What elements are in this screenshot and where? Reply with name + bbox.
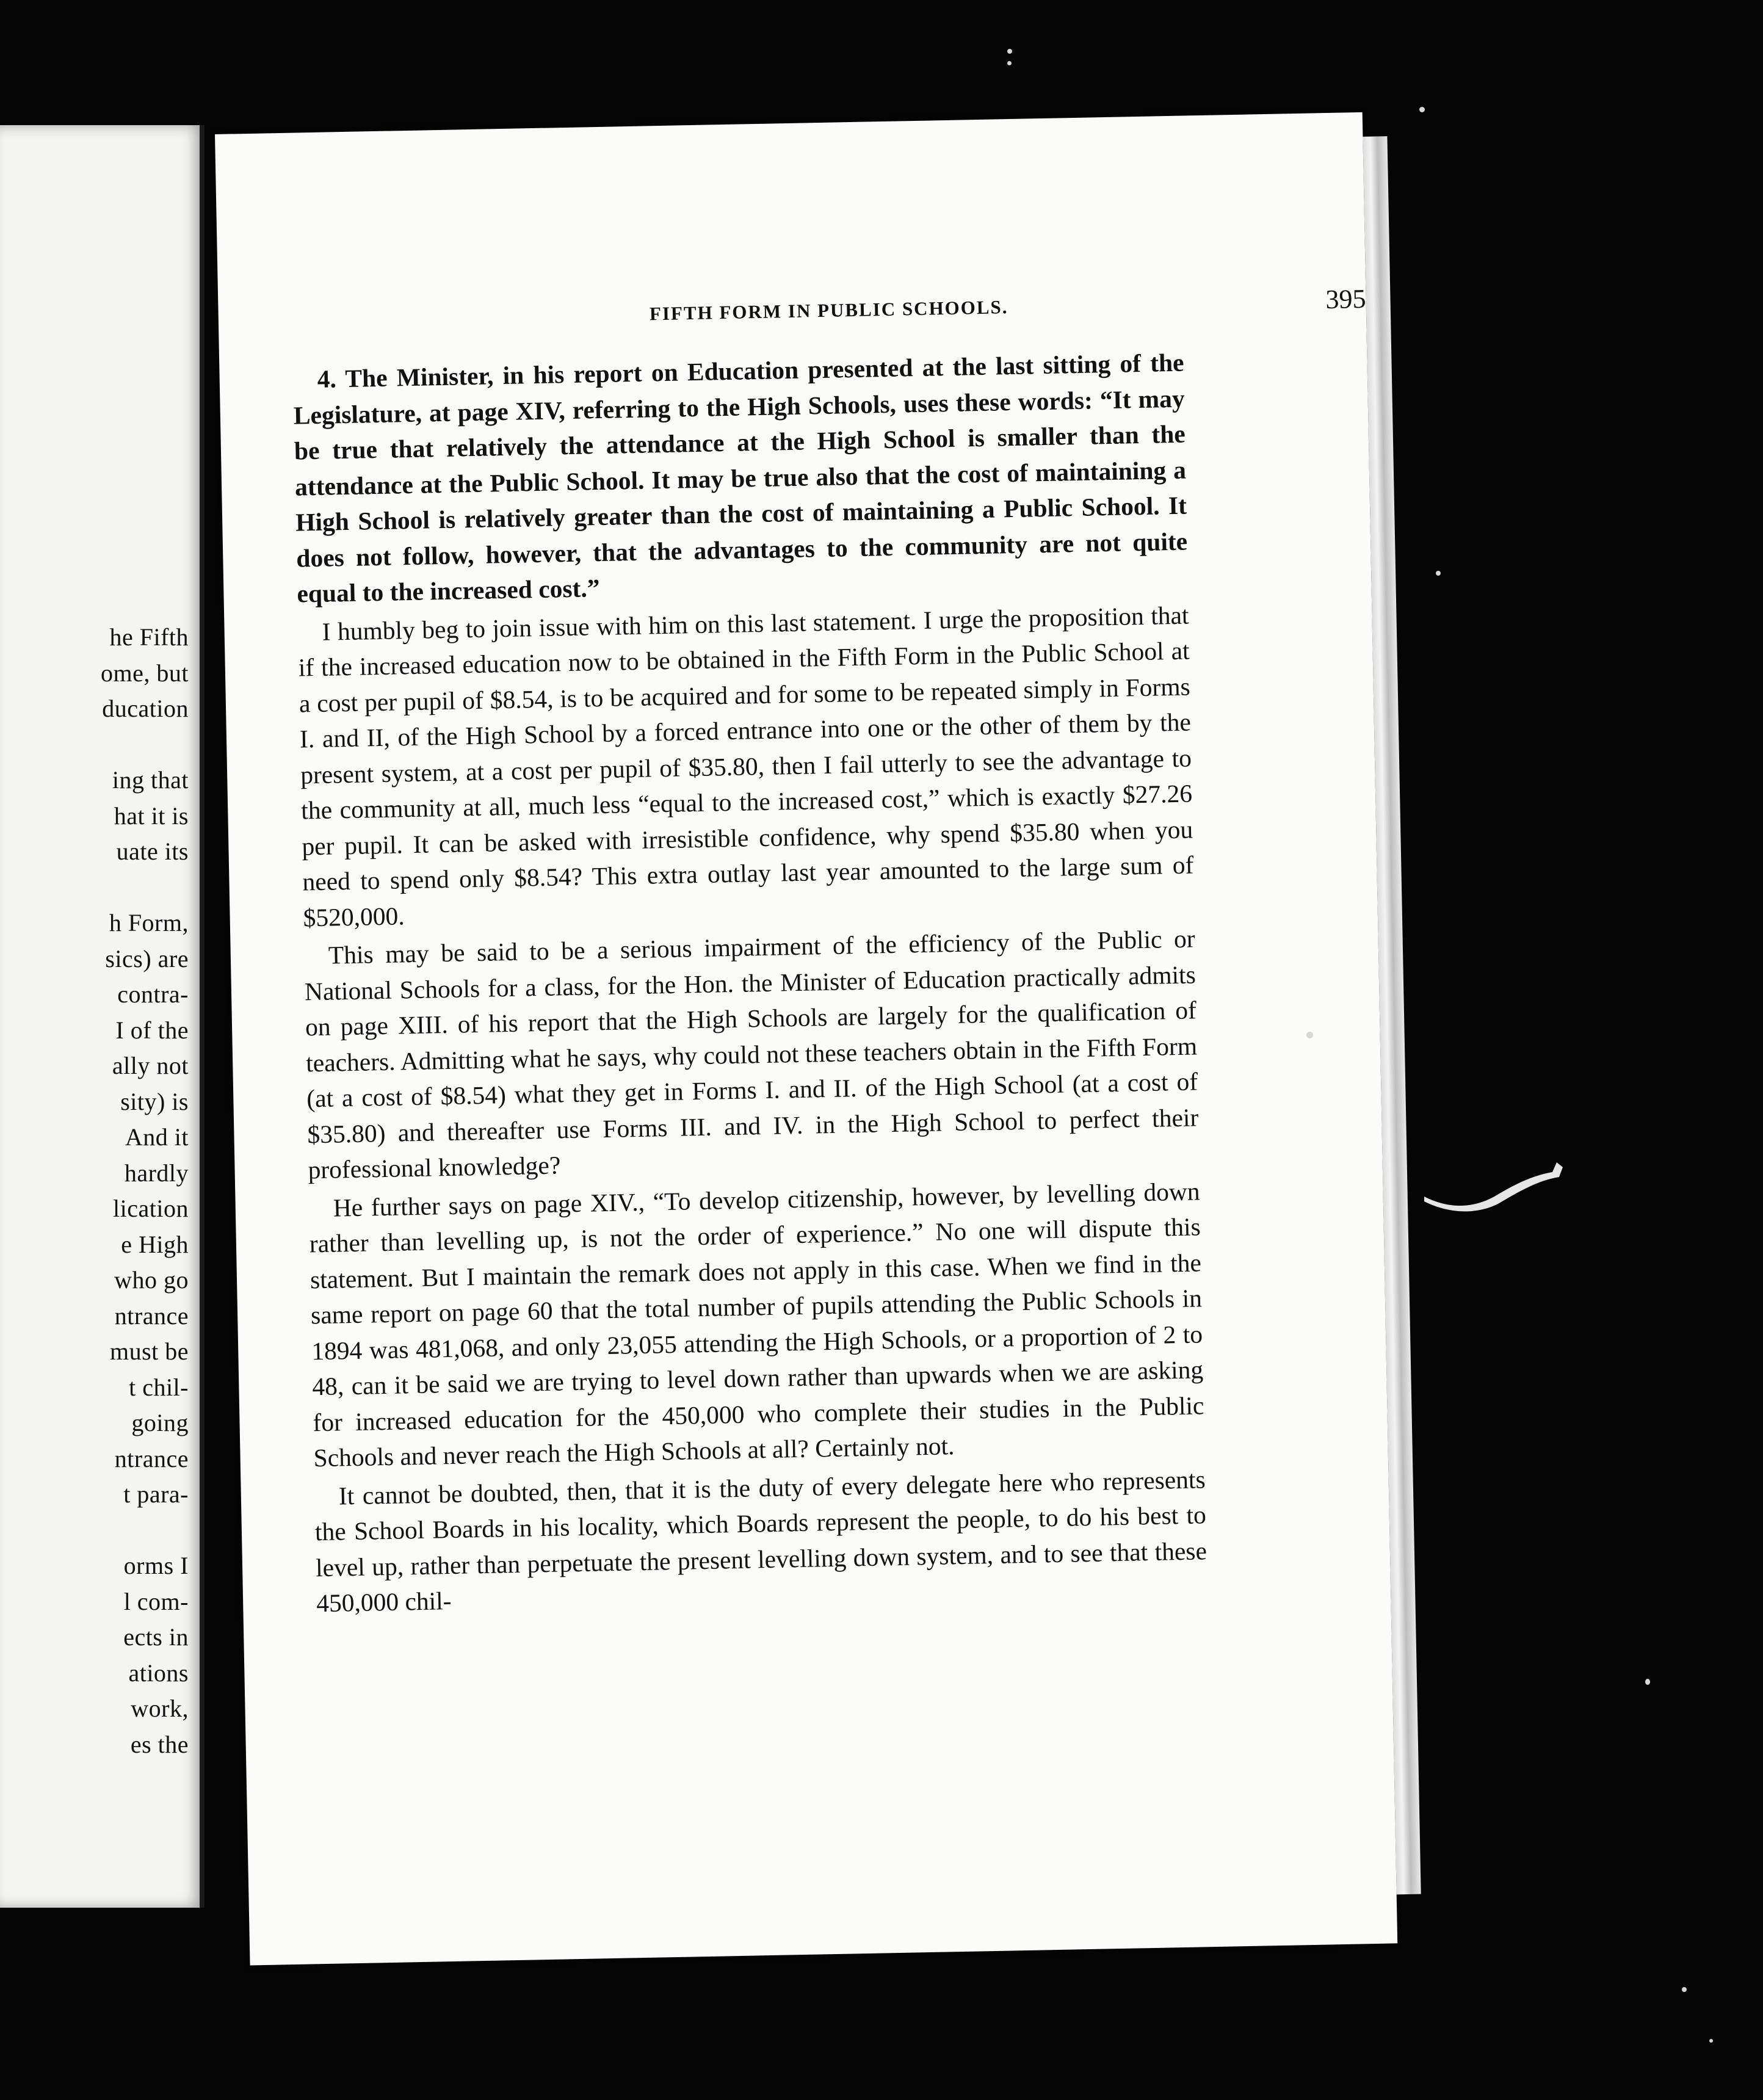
paper-scrap [1421,1154,1568,1221]
left-page-line: sity) is [120,1087,189,1115]
dust-speck [1645,1679,1650,1685]
page-edge [1363,136,1421,1894]
paragraph: I humbly beg to join issue with him on this last statement. I urge the proposition that if the increased education now to be obtained in the Fifth Form in the Public School at a cost per pupil of $8.54, is to be acquired and for some to be repeated simply in Forms I. and II, of the High School by a forced entrance into one or the other of them by the present system, at a cost per pupil of $35.80, then I fail utterly to see the advantage to the community at all, much less “equal to the increased cost,” which is exactly $27.26 per pupil. It can be asked with irresistible confidence, why spend $35.80 when you need to spend only $8.54? This extra outlay last year amounted to the large sum of $520,000. [298,601,1194,932]
running-head: FIFTH FORM IN PUBLIC SCHOOLS. [649,296,1008,325]
body-text [292,345,1207,1624]
left-page-line: work, [131,1695,189,1722]
left-page [0,125,205,1908]
left-page-line: contra- [117,980,189,1008]
left-page-line: ects in [123,1623,189,1651]
left-page-line: sics) are [105,944,189,972]
paragraph: This may be said to be a serious impairment of the efficiency of the Public or National Schools for a class, for the Hon. the Minister of Education practically admits on page XIII. of his report that the High Schools are largely for the qualification of teachers. Admitting what he says, why could not these teachers obtain in the Fifth Form (at a cost of $8.54) what they get in Forms I. and II. of the High School (at a cost of $35.80) and thereafter use Forms III. and IV. in the High School to perfect their professional knowledge? [304,924,1199,1184]
left-page-line: uate its [116,838,189,865]
left-page-line: ing that [112,766,189,794]
dust-speck [1709,2039,1713,2043]
left-page-line: going [131,1409,189,1436]
left-page-line: hat it is [114,802,189,830]
dust-speck [1306,1032,1313,1038]
page-header [291,283,1366,341]
left-page-line: orms I [123,1552,189,1579]
paragraph: 4. The Minister, in his report on Education presented at the last sitting of the Legislature, at page XIV, referring to the High Schools, uses these words: “It may be true that relatively the attendance at the High School is smaller than the attendance at the Public School. It may be true also that the cost of maintaining a High School is relatively greater than the cost of maintaining a Public School. It does not follow, however, that the advantages to the community are not quite equal to the increased cost.” [293,348,1188,608]
left-page-line: l com- [123,1587,189,1615]
left-page-line: I of the [115,1016,189,1044]
left-page-line: who go [114,1266,189,1294]
right-page [215,112,1397,1966]
dust-speck [1007,61,1012,65]
left-page-line: t para- [123,1480,189,1508]
left-page-line: ally not [112,1052,189,1079]
left-page-line: e High [121,1230,189,1258]
left-page-line: ntrance [114,1444,189,1472]
left-page-line: h Form, [109,909,189,936]
left-page-line: And it [125,1123,189,1151]
left-page-line: must be [109,1338,189,1365]
left-page-line: ations [128,1659,189,1687]
dust-speck [1436,571,1441,576]
left-page-line: ducation [102,695,189,722]
dust-speck [1682,1987,1687,1992]
left-page-line: ntrance [114,1302,189,1330]
dust-speck [1007,49,1012,54]
left-page-line: ome, but [101,659,189,687]
left-page-line: es the [130,1730,189,1758]
left-page-line: lication [113,1195,189,1222]
book-gutter [200,125,205,1908]
left-page-line: t chil- [129,1373,189,1401]
paragraph: He further says on page XIV., “To develop citizenship, however, by levelling down rather than levelling up, is not the order of experience.” No one will dispute this statement. But I maintain the remark does not apply in this case. When we find in the same report on page 60 that the total number of pupils attending the Public Schools in 1894 was 481,068, and only 23,055 attending the High Schools, or a proportion of 2 to 48, can it be said we are trying to level down rather than upwards when we are asking for increased education for the 450,000 who complete their studies in the Public Schools and never reach the High Schools at all? Certainly not. [309,1176,1204,1472]
left-page-line: hardly [124,1159,189,1187]
dust-speck [1419,107,1425,112]
left-page-line: he Fifth [109,623,189,651]
page-number: 395 [1325,283,1366,315]
paragraph: It cannot be doubted, then, that it is the duty of every delegate here who represents the School Boards in his locality, which Boards represent the people, to do his best to level up, rather than perpetuate the present levelling down system, and to see that these 450,000 chil- [314,1465,1207,1618]
